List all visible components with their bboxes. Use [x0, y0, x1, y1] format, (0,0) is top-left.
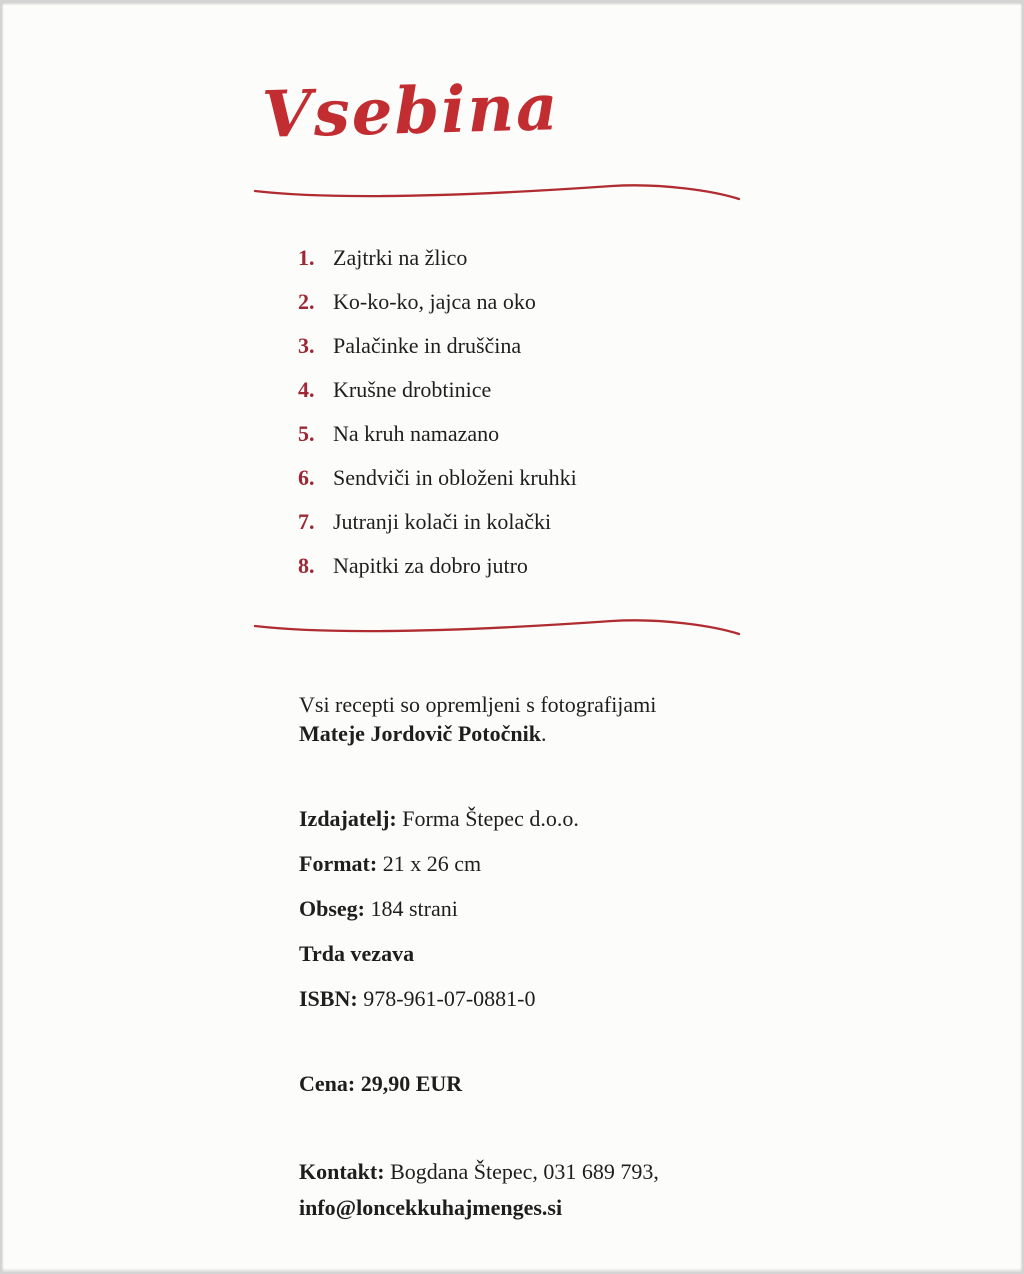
- toc-item-label: Sendviči in obloženi kruhki: [333, 465, 577, 490]
- detail-binding: [299, 931, 579, 976]
- toc-item-number: 3.: [298, 333, 315, 358]
- photo-credit-line1: Vsi recepti so opremljeni s fotografijami: [299, 692, 657, 717]
- detail-pages: [299, 886, 579, 931]
- toc-item-number: 1.: [298, 245, 315, 270]
- toc-item-number: 5.: [298, 421, 315, 446]
- toc-item: [298, 368, 577, 412]
- toc-item: [298, 412, 577, 456]
- detail-label: Obseg:: [299, 896, 365, 921]
- contact-label: Kontakt:: [299, 1159, 385, 1184]
- toc-item-label: Ko-ko-ko, jajca na oko: [333, 289, 536, 314]
- toc-item-number: 8.: [298, 553, 315, 578]
- toc-item: [298, 456, 577, 500]
- toc-item-label: Napitki za dobro jutro: [333, 553, 528, 578]
- detail-format: [299, 841, 579, 886]
- book-details: [299, 796, 579, 1021]
- detail-label: ISBN:: [299, 986, 358, 1011]
- detail-isbn: [299, 976, 579, 1021]
- price: Cena: 29,90 EUR: [299, 1071, 463, 1096]
- toc-item: [298, 236, 577, 280]
- detail-value: Forma Štepec d.o.o.: [396, 806, 579, 831]
- toc-item: [298, 500, 577, 544]
- detail-label: Izdajatelj:: [299, 806, 397, 831]
- photographer-name: Mateje Jordovič Potočnik: [299, 721, 541, 746]
- detail-label: Format:: [299, 851, 378, 876]
- contact-person-phone: Bogdana Štepec, 031 689 793,: [384, 1159, 659, 1184]
- detail-value: 978-961-07-0881-0: [357, 986, 536, 1011]
- toc-item-number: 4.: [298, 377, 315, 402]
- toc-item-number: 6.: [298, 465, 315, 490]
- detail-label: Trda vezava: [299, 941, 415, 966]
- wavy-divider-bottom: [252, 616, 742, 640]
- toc-item-label: Krušne drobtinice: [333, 377, 492, 402]
- toc-item: [298, 324, 577, 368]
- detail-value: 184 strani: [365, 896, 458, 921]
- toc-item: [298, 544, 577, 588]
- toc-list: [298, 236, 577, 588]
- toc-item: [298, 280, 577, 324]
- page-title: Vsebina: [261, 70, 561, 153]
- detail-value: 21 x 26 cm: [377, 851, 482, 876]
- toc-item-label: Jutranji kolači in kolački: [333, 509, 552, 534]
- toc-item-label: Zajtrki na žlico: [333, 245, 468, 270]
- photo-credit-period: .: [540, 721, 547, 746]
- toc-item-number: 2.: [298, 289, 315, 314]
- toc-item-label: Na kruh namazano: [333, 421, 500, 446]
- detail-publisher: [299, 796, 579, 841]
- toc-item-label: Palačinke in druščina: [333, 333, 522, 358]
- photo-credit: [299, 690, 656, 748]
- toc-item-number: 7.: [298, 509, 315, 534]
- contact-info: [299, 1154, 659, 1226]
- wavy-divider-top: [252, 181, 742, 205]
- contact-email: info@loncekkuhajmenges.si: [299, 1195, 563, 1220]
